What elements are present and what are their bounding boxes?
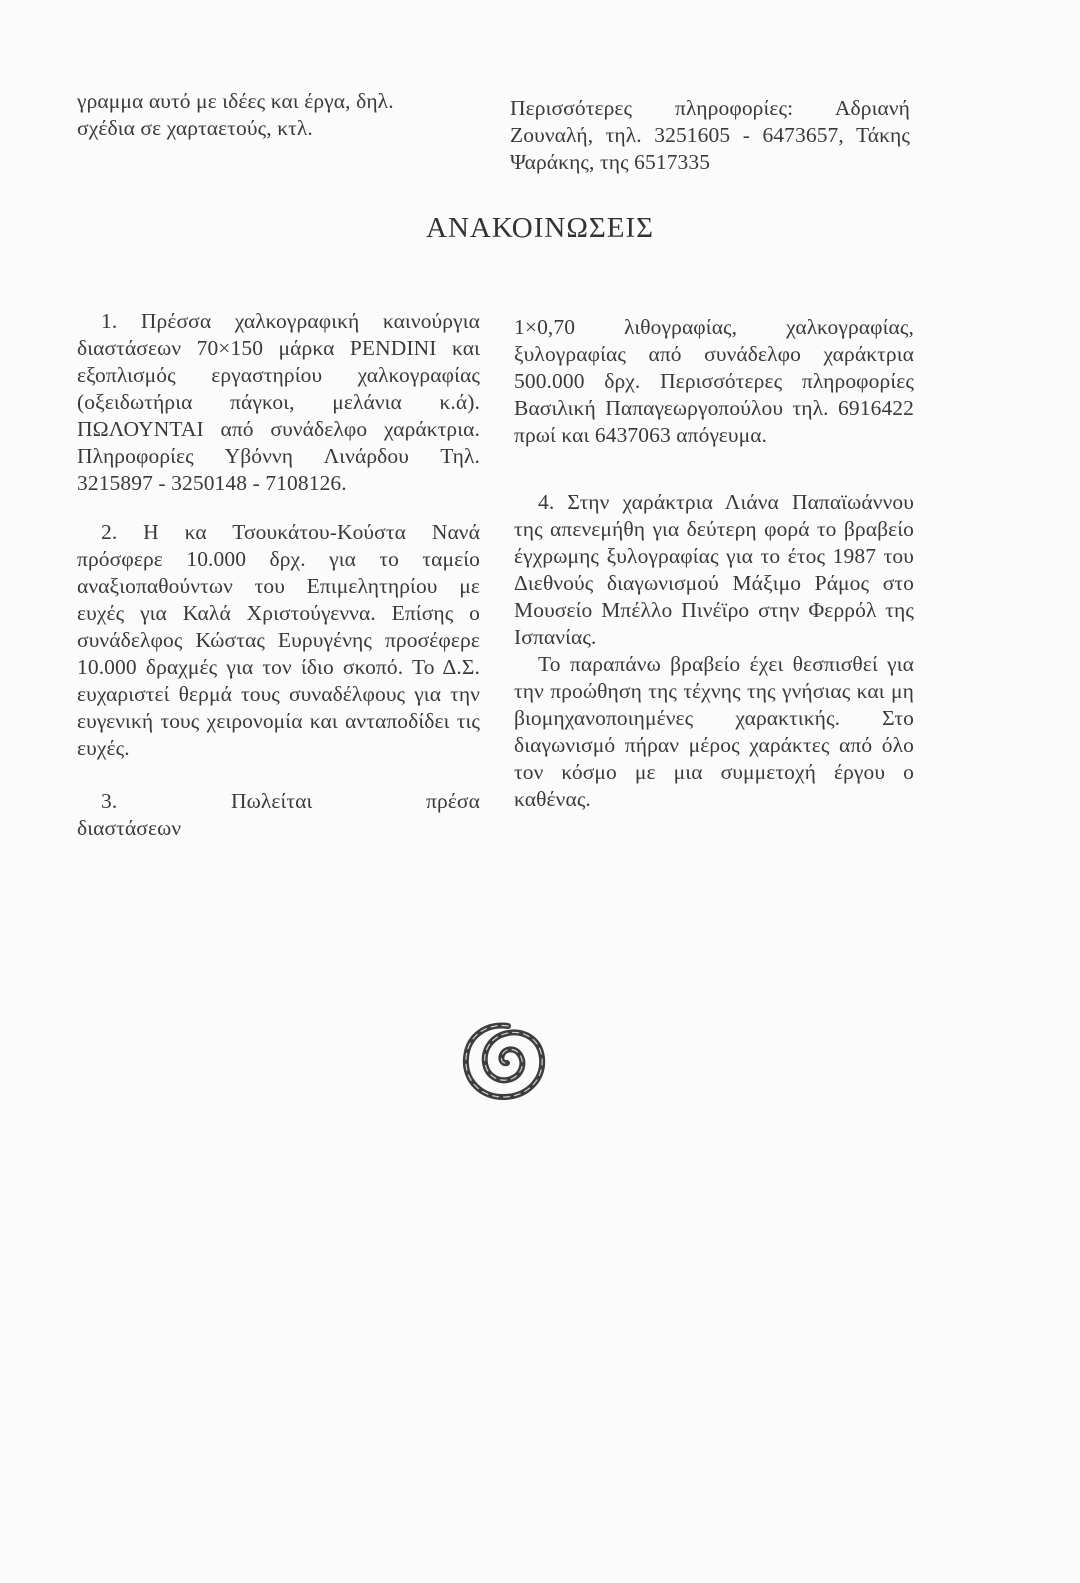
announcement-3-continued: 1×0,70 λιθογραφίας, χαλκογραφίας, ξυλογραφίας από συνάδελφο χαράκτρια 500.000 δρχ. Περισσότερες πληροφορίες Βασιλική Παπαγεωργοπούλου τηλ. 6916422 πρωί και 6437063 απόγευμα. (514, 315, 914, 447)
announcement-1: 1. Πρέσσα χαλκογραφική καινούργια διαστάσεων 70×150 μάρκα PENDINI και εξοπλισμός εργαστηρίου χαλκογραφίας (οξειδωτήρια πάγκοι, μελάνια κ.ά). ΠΩΛΟΥΝΤΑΙ από συνάδελφο χαράκτρια. Πληροφορίες Υβόννη Λινάρδου Τηλ. 3215897 - 3250148 - 7108126. (77, 309, 480, 495)
spiral-icon (450, 1003, 560, 1113)
top-left-fragment (77, 88, 487, 142)
announcement-4-note: Το παραπάνω βραβείο έχει θεσπισθεί για την προώθηση της τέχνης της γνήσιας και μη βιομηχανοποιημένες χαρακτικής. Στο διαγωνισμό πήραν μέρος χαράκτες από όλο τον κόσμο με μια συμμετοχή έργου ο καθένας. (514, 652, 914, 811)
page-title: ΑΝΑΚΟΙΝΩΣΕΙΣ (426, 212, 654, 244)
top-right-fragment (510, 95, 910, 176)
top-left-line-1: γραμμα αυτό με ιδέες και έργα, δηλ. (77, 89, 394, 113)
top-left-line-2: σχέδια σε χαρταετούς, κτλ. (77, 116, 313, 140)
contact-info-paragraph: Περισσότερες πληροφορίες: Αδριανή Ζουναλή, τηλ. 3251605 - 6473657, Τάκης Ψαράκης, της 6517335 (510, 96, 910, 174)
announcement-2: 2. Η κα Τσουκάτου-Κούστα Νανά πρόσφερε 10.000 δρχ. για το ταμείο αναξιοπαθούντων του Επιμελητηρίου με ευχές για Καλά Χριστούγεννα. Επίσης ο συνάδελφος Κώστας Ευρυγένης προσέφερε 10.000 δραχμές για τον ίδιο σκοπό. Το Δ.Σ. ευχαριστεί θερμά τους συναδέλφους για την ευγενική τους χειρονομία και ανταποδίδει τις ευχές. (77, 520, 480, 760)
announcement-3-start: 3. Πωλείται πρέσα διαστάσεων (77, 789, 480, 840)
left-column (77, 308, 480, 842)
announcement-4: 4. Στην χαράκτρια Λιάνα Παπαϊωάννου της απενεμήθη για δεύτερη φορά το βραβείο έγχρωμης ξυλογραφίας για το έτος 1987 του Διεθνούς διαγωνισμού Μάξιμο Ράμος στο Μουσείο Μπέλλο Πινέϊρο στην Φερρόλ της Ισπανίας. (514, 490, 914, 649)
right-column (514, 314, 914, 813)
